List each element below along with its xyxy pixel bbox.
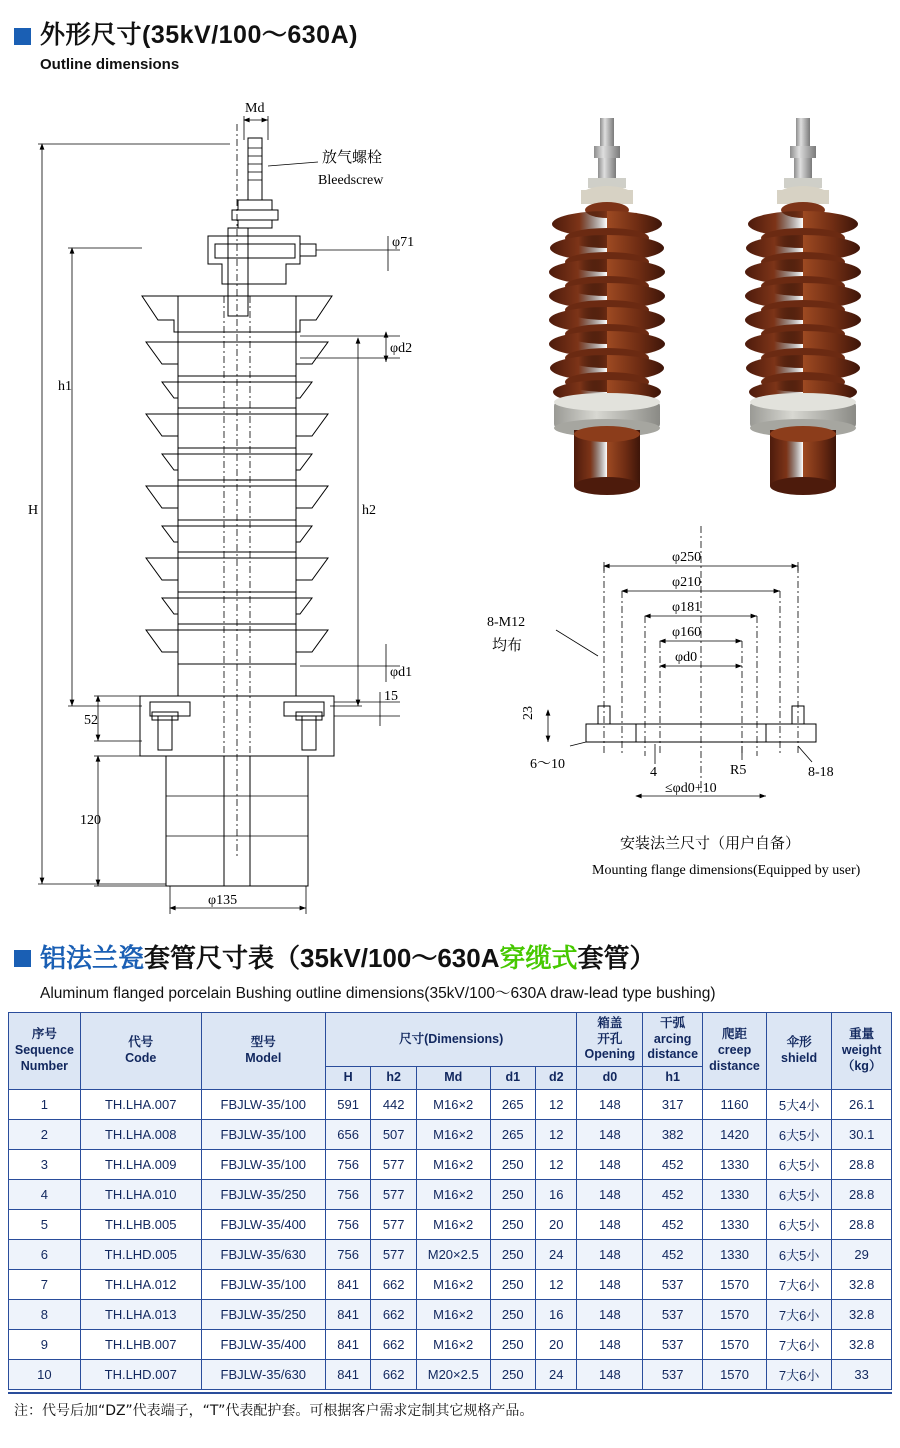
cell-d2: 12 (536, 1089, 577, 1119)
cell-H: 756 (325, 1149, 371, 1179)
cell-H: 591 (325, 1089, 371, 1119)
cell-h1: 537 (643, 1269, 703, 1299)
cell-seq: 4 (9, 1179, 81, 1209)
cell-h2: 577 (371, 1149, 417, 1179)
bushing-photo-right (710, 114, 900, 514)
cell-d1: 265 (490, 1089, 536, 1119)
bushing-photo-left-svg (508, 114, 708, 514)
cell-code: TH.LHD.005 (80, 1239, 201, 1269)
cell-d2: 16 (536, 1299, 577, 1329)
cell-Md: M16×2 (416, 1209, 490, 1239)
cell-Md: M16×2 (416, 1269, 490, 1299)
cell-creep: 1420 (703, 1119, 767, 1149)
cell-model: FBJLW-35/100 (201, 1149, 325, 1179)
cell-d0: 148 (577, 1149, 643, 1179)
label-23: 23 (521, 706, 536, 720)
label-phi160: φ160 (672, 625, 702, 640)
cell-d0: 148 (577, 1209, 643, 1239)
label-120: 120 (80, 813, 101, 828)
bushing-photo-left (508, 114, 708, 514)
label-junbu: 均布 (492, 636, 523, 654)
label-bleedscrew-cn: 放气螺栓 (322, 148, 383, 166)
cell-d0: 148 (577, 1299, 643, 1329)
cell-weight: 28.8 (832, 1179, 892, 1209)
cell-d0: 148 (577, 1089, 643, 1119)
cell-shield: 7大6小 (766, 1299, 831, 1329)
cell-shield: 7大6小 (766, 1269, 831, 1299)
label-phi181: φ181 (672, 600, 702, 615)
cell-H: 841 (325, 1269, 371, 1299)
cell-h2: 662 (371, 1359, 417, 1389)
cell-weight: 32.8 (832, 1329, 892, 1359)
cell-creep: 1570 (703, 1329, 767, 1359)
section-heading-outline (14, 22, 358, 73)
cell-model: FBJLW-35/100 (201, 1119, 325, 1149)
cell-h2: 662 (371, 1299, 417, 1329)
cell-creep: 1330 (703, 1209, 767, 1239)
table-row (9, 1329, 892, 1359)
cell-h1: 452 (643, 1149, 703, 1179)
label-phid2: φd2 (390, 341, 413, 356)
cell-H: 756 (325, 1179, 371, 1209)
label-bleedscrew-en: Bleedscrew (318, 173, 384, 188)
label-phi71: φ71 (392, 235, 415, 250)
cell-shield: 6大5小 (766, 1119, 831, 1149)
th-creep-l3: distance (709, 1058, 760, 1073)
table-row (9, 1299, 892, 1329)
cell-h2: 577 (371, 1209, 417, 1239)
section2-title (40, 944, 716, 974)
th-weight-l2: weight (841, 1042, 882, 1057)
cell-Md: M20×2.5 (416, 1359, 490, 1389)
th-opening-l3: Opening (584, 1047, 636, 1062)
cell-seq: 2 (9, 1119, 81, 1149)
cell-d2: 20 (536, 1209, 577, 1239)
cell-h1: 537 (643, 1299, 703, 1329)
label-R5: R5 (730, 763, 747, 778)
cell-weight: 32.8 (832, 1269, 892, 1299)
th-shield-l1: 伞形 (786, 1035, 812, 1050)
cell-d1: 250 (490, 1269, 536, 1299)
cell-shield: 7大6小 (766, 1359, 831, 1389)
cell-creep: 1570 (703, 1299, 767, 1329)
cell-code: TH.LHA.012 (80, 1269, 201, 1299)
table-row (9, 1209, 892, 1239)
cell-code: TH.LHB.007 (80, 1329, 201, 1359)
cell-Md: M16×2 (416, 1179, 490, 1209)
cell-code: TH.LHA.013 (80, 1299, 201, 1329)
section1-title-en: Outline dimensions (40, 55, 180, 73)
label-h2: h2 (362, 503, 376, 518)
section-heading-table (14, 944, 716, 1003)
table-row (9, 1179, 892, 1209)
cell-code: TH.LHB.005 (80, 1209, 201, 1239)
th-creep-l2: creep (717, 1042, 752, 1057)
cell-d2: 12 (536, 1119, 577, 1149)
th-arcing (643, 1013, 703, 1067)
cell-seq: 10 (9, 1359, 81, 1389)
cell-h1: 452 (643, 1239, 703, 1269)
th-dim-d1: d1 (490, 1066, 536, 1089)
cell-model: FBJLW-35/400 (201, 1209, 325, 1239)
th-arcing-l2: arcing (653, 1031, 692, 1046)
cell-creep: 1160 (703, 1089, 767, 1119)
cell-model: FBJLW-35/100 (201, 1269, 325, 1299)
th-sequence-l2: Sequence (14, 1042, 74, 1057)
cell-model: FBJLW-35/630 (201, 1239, 325, 1269)
label-le-d0: ≤φd0+10 (665, 781, 717, 796)
th-model-l2: Model (245, 1050, 282, 1065)
th-arcing-l1: 干弧 (660, 1016, 686, 1030)
cell-code: TH.LHA.007 (80, 1089, 201, 1119)
th-sequence-l3: Number (20, 1058, 69, 1073)
cell-h1: 537 (643, 1359, 703, 1389)
section2-title-part2: 套管尺寸表（35kV/100～630A (144, 943, 500, 973)
cell-seq: 9 (9, 1329, 81, 1359)
cell-H: 841 (325, 1359, 371, 1389)
table-header (9, 1013, 892, 1090)
label-md: Md (245, 101, 265, 116)
cell-h2: 662 (371, 1269, 417, 1299)
th-code (80, 1013, 201, 1090)
cell-code: TH.LHD.007 (80, 1359, 201, 1389)
th-creep (703, 1013, 767, 1090)
cell-Md: M16×2 (416, 1149, 490, 1179)
cell-model: FBJLW-35/250 (201, 1299, 325, 1329)
label-8-M12: 8-M12 (487, 615, 526, 630)
th-dim-Md: Md (416, 1066, 490, 1089)
cell-h2: 577 (371, 1239, 417, 1269)
cell-weight: 28.8 (832, 1209, 892, 1239)
cell-shield: 6大5小 (766, 1179, 831, 1209)
cell-d0: 148 (577, 1329, 643, 1359)
table-row (9, 1149, 892, 1179)
blue-square-bullet-icon-2 (14, 950, 31, 967)
section2-title-part1: 铝法兰瓷 (40, 943, 145, 973)
th-dim-h2: h2 (371, 1066, 417, 1089)
th-opening-l1: 箱盖 (597, 1016, 623, 1030)
th-arcing-col: h1 (643, 1066, 703, 1089)
specification-table (8, 1012, 892, 1390)
cell-d0: 148 (577, 1179, 643, 1209)
label-6-10: 6～10 (530, 757, 565, 772)
table-note: 注：代号后加“DZ”代表端子，“T”代表配护套。可根据客户需求定制其它规格产品。 (14, 1403, 534, 1419)
cell-seq: 6 (9, 1239, 81, 1269)
cell-H: 841 (325, 1299, 371, 1329)
cell-seq: 8 (9, 1299, 81, 1329)
label-52: 52 (84, 713, 98, 728)
cell-seq: 7 (9, 1269, 81, 1299)
cell-d1: 250 (490, 1209, 536, 1239)
th-shield (766, 1013, 831, 1090)
th-weight-l1: 重量 (849, 1027, 875, 1042)
th-code-l2: Code (125, 1050, 157, 1065)
cell-model: FBJLW-35/630 (201, 1359, 325, 1389)
cell-shield: 6大5小 (766, 1239, 831, 1269)
cell-model: FBJLW-35/400 (201, 1329, 325, 1359)
label-phi135: φ135 (208, 893, 238, 908)
cell-d2: 24 (536, 1239, 577, 1269)
section2-title-part3: 穿缆式 (499, 943, 578, 973)
table-row (9, 1239, 892, 1269)
cell-d1: 250 (490, 1299, 536, 1329)
table-body (9, 1089, 892, 1389)
th-arcing-l3: distance (647, 1047, 699, 1062)
th-opening (577, 1013, 643, 1067)
cell-d1: 250 (490, 1149, 536, 1179)
cell-d2: 12 (536, 1269, 577, 1299)
cell-h1: 537 (643, 1329, 703, 1359)
cell-model: FBJLW-35/250 (201, 1179, 325, 1209)
flange-caption-cn: 安装法兰尺寸（用户自备） (620, 834, 801, 852)
cell-d2: 24 (536, 1359, 577, 1389)
label-phid1: φd1 (390, 665, 413, 680)
th-model-l1: 型号 (250, 1035, 276, 1050)
cell-H: 656 (325, 1119, 371, 1149)
cell-d1: 250 (490, 1359, 536, 1389)
th-sequence-l1: 序号 (31, 1027, 57, 1042)
cell-d0: 148 (577, 1269, 643, 1299)
label-phid0: φd0 (675, 650, 698, 665)
cell-code: TH.LHA.010 (80, 1179, 201, 1209)
th-sequence (9, 1013, 81, 1090)
cell-weight: 30.1 (832, 1119, 892, 1149)
cell-d1: 265 (490, 1119, 536, 1149)
cell-h2: 662 (371, 1329, 417, 1359)
footer-divider (8, 1392, 892, 1394)
section1-title-cn: 外形尺寸(35kV/100～630A) (40, 21, 358, 49)
th-opening-col: d0 (577, 1066, 643, 1089)
cell-creep: 1570 (703, 1359, 767, 1389)
table-row (9, 1089, 892, 1119)
cell-creep: 1330 (703, 1179, 767, 1209)
cell-d2: 16 (536, 1179, 577, 1209)
cell-h1: 452 (643, 1209, 703, 1239)
cell-Md: M16×2 (416, 1329, 490, 1359)
th-weight-l3: （kg） (841, 1058, 882, 1073)
cell-H: 841 (325, 1329, 371, 1359)
table-header-row-1 (9, 1013, 892, 1067)
section2-subtitle-en: Aluminum flanged porcelain Bushing outline dimensions(35kV/100～630A draw-lead type bushing) (40, 984, 716, 1002)
table-row (9, 1359, 892, 1389)
cell-d0: 148 (577, 1239, 643, 1269)
cell-weight: 32.8 (832, 1299, 892, 1329)
cell-h2: 507 (371, 1119, 417, 1149)
cell-d2: 12 (536, 1149, 577, 1179)
table-row (9, 1269, 892, 1299)
cell-creep: 1330 (703, 1239, 767, 1269)
blue-square-bullet-icon (14, 28, 31, 45)
cell-h2: 442 (371, 1089, 417, 1119)
th-dim-H: H (325, 1066, 371, 1089)
th-weight (832, 1013, 892, 1090)
label-15: 15 (384, 689, 398, 704)
cell-Md: M16×2 (416, 1119, 490, 1149)
cell-code: TH.LHA.008 (80, 1119, 201, 1149)
cell-shield: 5大4小 (766, 1089, 831, 1119)
cell-shield: 7大6小 (766, 1329, 831, 1359)
section2-title-part4: 套管） (577, 943, 656, 973)
label-phi250: φ250 (672, 550, 702, 565)
cell-weight: 29 (832, 1239, 892, 1269)
cell-h1: 452 (643, 1179, 703, 1209)
cell-d0: 148 (577, 1359, 643, 1389)
cell-d2: 20 (536, 1329, 577, 1359)
th-code-l1: 代号 (128, 1035, 154, 1050)
label-4: 4 (650, 765, 657, 780)
cell-Md: M16×2 (416, 1089, 490, 1119)
cell-d0: 148 (577, 1119, 643, 1149)
cell-h1: 382 (643, 1119, 703, 1149)
bushing-photo-right-svg (710, 114, 900, 514)
cell-seq: 3 (9, 1149, 81, 1179)
cell-weight: 28.8 (832, 1149, 892, 1179)
cell-shield: 6大5小 (766, 1209, 831, 1239)
label-H: H (28, 503, 39, 518)
cell-d1: 250 (490, 1329, 536, 1359)
technical-drawing-area (0, 96, 900, 926)
cell-weight: 26.1 (832, 1089, 892, 1119)
label-h1: h1 (58, 379, 72, 394)
label-phi210: φ210 (672, 575, 702, 590)
cell-Md: M16×2 (416, 1299, 490, 1329)
th-model (201, 1013, 325, 1090)
label-8-18: 8-18 (808, 765, 834, 780)
cell-seq: 5 (9, 1209, 81, 1239)
cell-h2: 577 (371, 1179, 417, 1209)
cell-creep: 1330 (703, 1149, 767, 1179)
cell-d1: 250 (490, 1239, 536, 1269)
table-row (9, 1119, 892, 1149)
th-shield-l2: shield (781, 1050, 818, 1065)
cell-seq: 1 (9, 1089, 81, 1119)
th-opening-l2: 开孔 (597, 1031, 623, 1046)
cell-model: FBJLW-35/100 (201, 1089, 325, 1119)
cell-creep: 1570 (703, 1269, 767, 1299)
cell-d1: 250 (490, 1179, 536, 1209)
cell-Md: M20×2.5 (416, 1239, 490, 1269)
th-dimensions: 尺寸(Dimensions) (325, 1013, 577, 1067)
th-dim-d2: d2 (536, 1066, 577, 1089)
cell-H: 756 (325, 1239, 371, 1269)
cell-h1: 317 (643, 1089, 703, 1119)
cell-shield: 6大5小 (766, 1149, 831, 1179)
cell-code: TH.LHA.009 (80, 1149, 201, 1179)
th-creep-l1: 爬距 (722, 1027, 748, 1042)
flange-caption-en: Mounting flange dimensions(Equipped by user) (592, 863, 861, 878)
cell-H: 756 (325, 1209, 371, 1239)
cell-weight: 33 (832, 1359, 892, 1389)
